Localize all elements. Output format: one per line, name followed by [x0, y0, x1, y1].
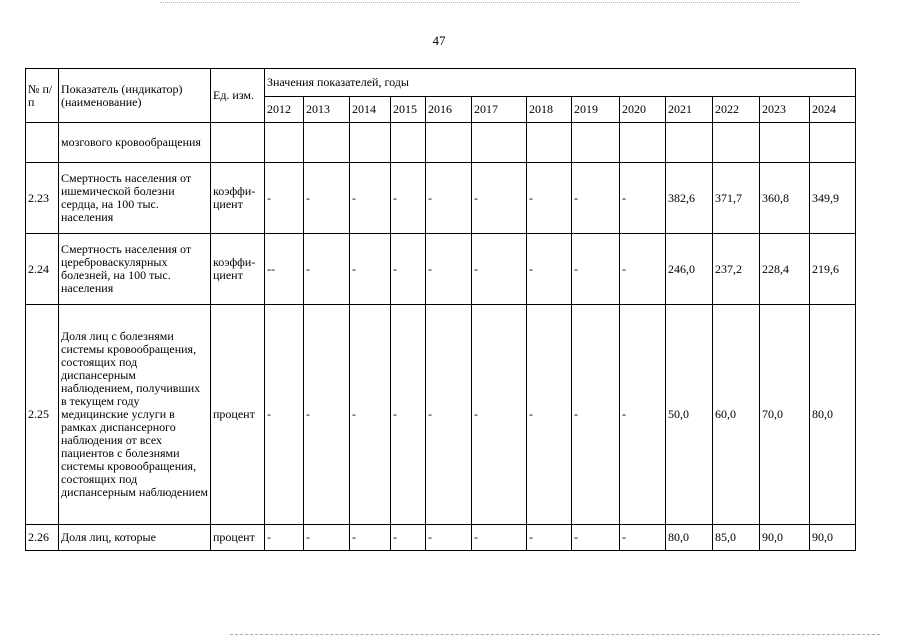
row-name: Смертность населения от цереброваскулярных болезней, на 100 тыс. населения [59, 234, 211, 305]
value-2012: - [265, 525, 304, 551]
value-2024: 80,0 [810, 305, 856, 525]
empty-cell [666, 123, 713, 163]
value-2021: 50,0 [666, 305, 713, 525]
value-2016: - [426, 525, 472, 551]
value-2017: - [472, 525, 527, 551]
year-2020: 2020 [620, 97, 666, 123]
row-number: 2.26 [26, 525, 59, 551]
value-2022: 85,0 [713, 525, 760, 551]
year-2023: 2023 [760, 97, 810, 123]
year-2015: 2015 [391, 97, 426, 123]
value-2012: - [265, 163, 304, 234]
value-2016: - [426, 163, 472, 234]
empty-cell [760, 123, 810, 163]
value-2016: - [426, 234, 472, 305]
value-2019: - [572, 525, 620, 551]
scan-bottom-edge [230, 634, 880, 635]
value-2015: - [391, 525, 426, 551]
header-unit: Ед. изм. [211, 69, 265, 123]
page-number: 47 [432, 33, 446, 48]
value-2019: - [572, 163, 620, 234]
scan-top-edge [160, 2, 800, 3]
row-name: Доля лиц, которые [59, 525, 211, 551]
row-unit: коэффи-циент [211, 163, 265, 234]
value-2019: - [572, 234, 620, 305]
empty-cell [211, 123, 265, 163]
header-number: № п/п [26, 69, 59, 123]
value-2017: - [472, 234, 527, 305]
empty-cell [620, 123, 666, 163]
value-2024: 349,9 [810, 163, 856, 234]
value-2019: - [572, 305, 620, 525]
empty-cell [350, 123, 391, 163]
empty-cell [265, 123, 304, 163]
header-indicator: Показатель (индикатор) (наименование) [59, 69, 211, 123]
table-row [26, 163, 856, 234]
value-2014: - [350, 163, 391, 234]
value-2018: - [527, 305, 572, 525]
value-2024: 90,0 [810, 525, 856, 551]
value-2013: - [304, 163, 350, 234]
table-row [26, 234, 856, 305]
table-row [26, 305, 856, 525]
value-2015: - [391, 163, 426, 234]
year-2017: 2017 [472, 97, 527, 123]
continuation-row [26, 123, 856, 163]
value-2013: - [304, 305, 350, 525]
continuation-number [26, 123, 59, 163]
year-2012: 2012 [265, 97, 304, 123]
row-unit: процент [211, 305, 265, 525]
empty-cell [527, 123, 572, 163]
value-2022: 237,2 [713, 234, 760, 305]
year-2016: 2016 [426, 97, 472, 123]
value-2012: -- [265, 234, 304, 305]
year-2014: 2014 [350, 97, 391, 123]
value-2021: 382,6 [666, 163, 713, 234]
value-2015: - [391, 305, 426, 525]
value-2021: 246,0 [666, 234, 713, 305]
row-number: 2.23 [26, 163, 59, 234]
empty-cell [391, 123, 426, 163]
value-2023: 70,0 [760, 305, 810, 525]
continuation-name: мозгового кровообращения [59, 123, 211, 163]
value-2017: - [472, 305, 527, 525]
header-values: Значения показателей, годы [265, 69, 856, 97]
value-2014: - [350, 525, 391, 551]
year-2024: 2024 [810, 97, 856, 123]
value-2016: - [426, 305, 472, 525]
year-2018: 2018 [527, 97, 572, 123]
value-2023: 228,4 [760, 234, 810, 305]
empty-cell [572, 123, 620, 163]
empty-cell [304, 123, 350, 163]
year-2013: 2013 [304, 97, 350, 123]
value-2018: - [527, 234, 572, 305]
value-2015: - [391, 234, 426, 305]
value-2014: - [350, 305, 391, 525]
value-2018: - [527, 525, 572, 551]
value-2020: - [620, 525, 666, 551]
value-2020: - [620, 163, 666, 234]
value-2017: - [472, 163, 527, 234]
row-number: 2.25 [26, 305, 59, 525]
value-2023: 90,0 [760, 525, 810, 551]
indicators-table [25, 68, 856, 551]
value-2024: 219,6 [810, 234, 856, 305]
value-2013: - [304, 234, 350, 305]
value-2014: - [350, 234, 391, 305]
value-2012: - [265, 305, 304, 525]
empty-cell [713, 123, 760, 163]
year-2022: 2022 [713, 97, 760, 123]
empty-cell [426, 123, 472, 163]
table-row [26, 525, 856, 551]
year-2021: 2021 [666, 97, 713, 123]
value-2020: - [620, 234, 666, 305]
row-unit: процент [211, 525, 265, 551]
value-2020: - [620, 305, 666, 525]
value-2013: - [304, 525, 350, 551]
row-name: Доля лиц с болезнями системы кровообращения, состоящих под диспансерным наблюдением, получивших в текущем году медицинские услуги в рамках диспансерного наблюдения от всех пациентов с болезнями системы кровообращения, состоящих под диспансерным наблюдением [59, 305, 211, 525]
year-2019: 2019 [572, 97, 620, 123]
value-2022: 60,0 [713, 305, 760, 525]
value-2021: 80,0 [666, 525, 713, 551]
row-number: 2.24 [26, 234, 59, 305]
row-unit: коэффи-циент [211, 234, 265, 305]
row-name: Смертность населения от ишемической болезни сердца, на 100 тыс. населения [59, 163, 211, 234]
header-row [26, 69, 856, 97]
value-2023: 360,8 [760, 163, 810, 234]
value-2018: - [527, 163, 572, 234]
empty-cell [472, 123, 527, 163]
value-2022: 371,7 [713, 163, 760, 234]
empty-cell [810, 123, 856, 163]
